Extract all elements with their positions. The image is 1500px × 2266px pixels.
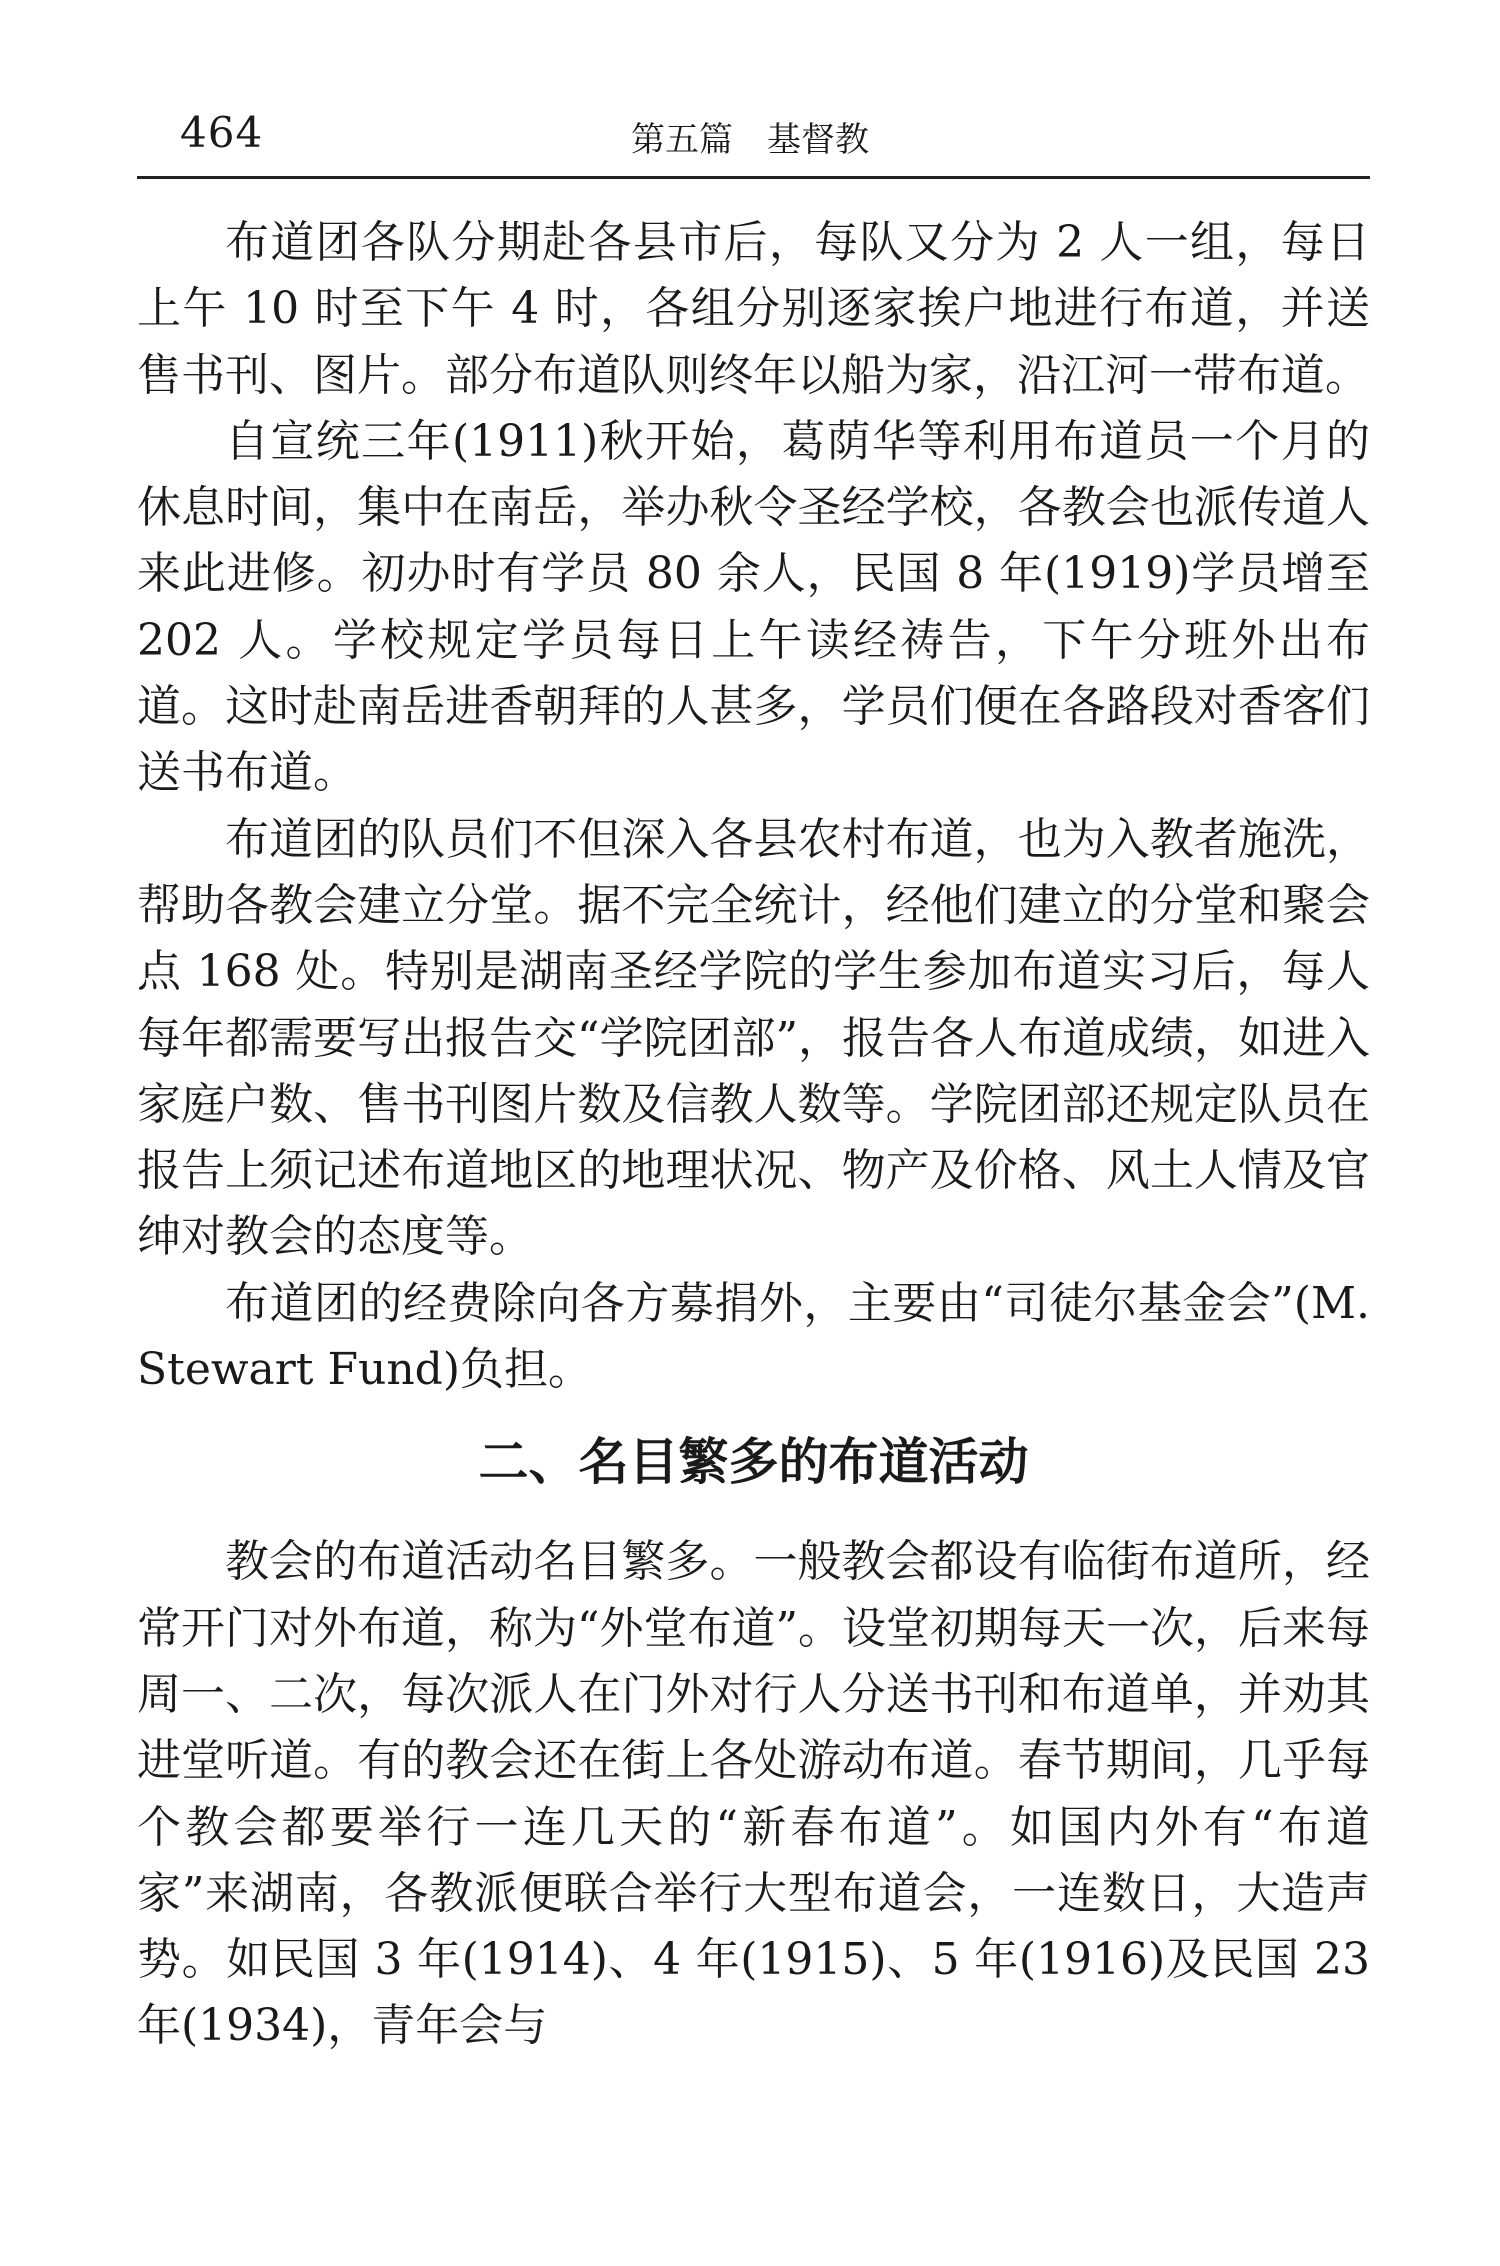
body-text <box>137 210 1370 2060</box>
paragraph: 布道团的经费除向各方募捐外，主要由“司徒尔基金会”(M. Stewart Fund)负担。 <box>137 1277 1370 1396</box>
page-number: 464 <box>180 108 264 157</box>
section-heading: 二、名目繁多的布道活动 <box>478 1433 1029 1492</box>
running-head <box>0 112 1500 161</box>
paragraph: 教会的布道活动名目繁多。一般教会都设有临街布道所，经常开门对外布道，称为“外堂布道”。设堂初期每天一次，后来每周一、二次，每次派人在门外对行人分送书刊和布道单，并劝其进堂听道。有的教会还在街上各处游动布道。春节期间，几乎每个教会都要举行一连几天的“新春布道”。如国内外有“布道家”来湖南，各教派便联合举行大型布道会，一连数日，大造声势。如民国 3 年(1914)、4 年(1915)、5 年(1916)及民国 23 年(1934)，青年会与 <box>137 1536 1370 2052</box>
running-head-part: 第五篇 <box>631 120 733 160</box>
running-head-title: 基督教 <box>767 120 869 160</box>
paragraph: 布道团各队分期赴各县市后，每队又分为 2 人一组，每日上午 10 时至下午 4 时，各组分别逐家挨户地进行布道，并送售书刊、图片。部分布道队则终年以船为家，沿江河一带布道。 <box>137 217 1370 401</box>
paragraph: 自宣统三年(1911)秋开始，葛荫华等利用布道员一个月的休息时间，集中在南岳，举办秋令圣经学校，各教会也派传道人来此进修。初办时有学员 80 余人，民国 8 年(1919)学员增至 202 人。学校规定学员每日上午读经祷告，下午分班外出布道。这时赴南岳进香朝拜的人甚多，学员们便在各路段对香客们送书布道。 <box>137 415 1370 799</box>
paragraph: 布道团的队员们不但深入各县农村布道，也为入教者施洗，帮助各教会建立分堂。据不完全统计，经他们建立的分堂和聚会点 168 处。特别是湖南圣经学院的学生参加布道实习后，每人每年都需要写出报告交“学院团部”，报告各人布道成绩，如进入家庭户数、售书刊图片数及信教人数等。学院团部还规定队员在报告上须记述布道地区的地理状况、物产及价格、风土人情及官绅对教会的态度等。 <box>137 813 1370 1263</box>
header-rule <box>137 176 1370 179</box>
